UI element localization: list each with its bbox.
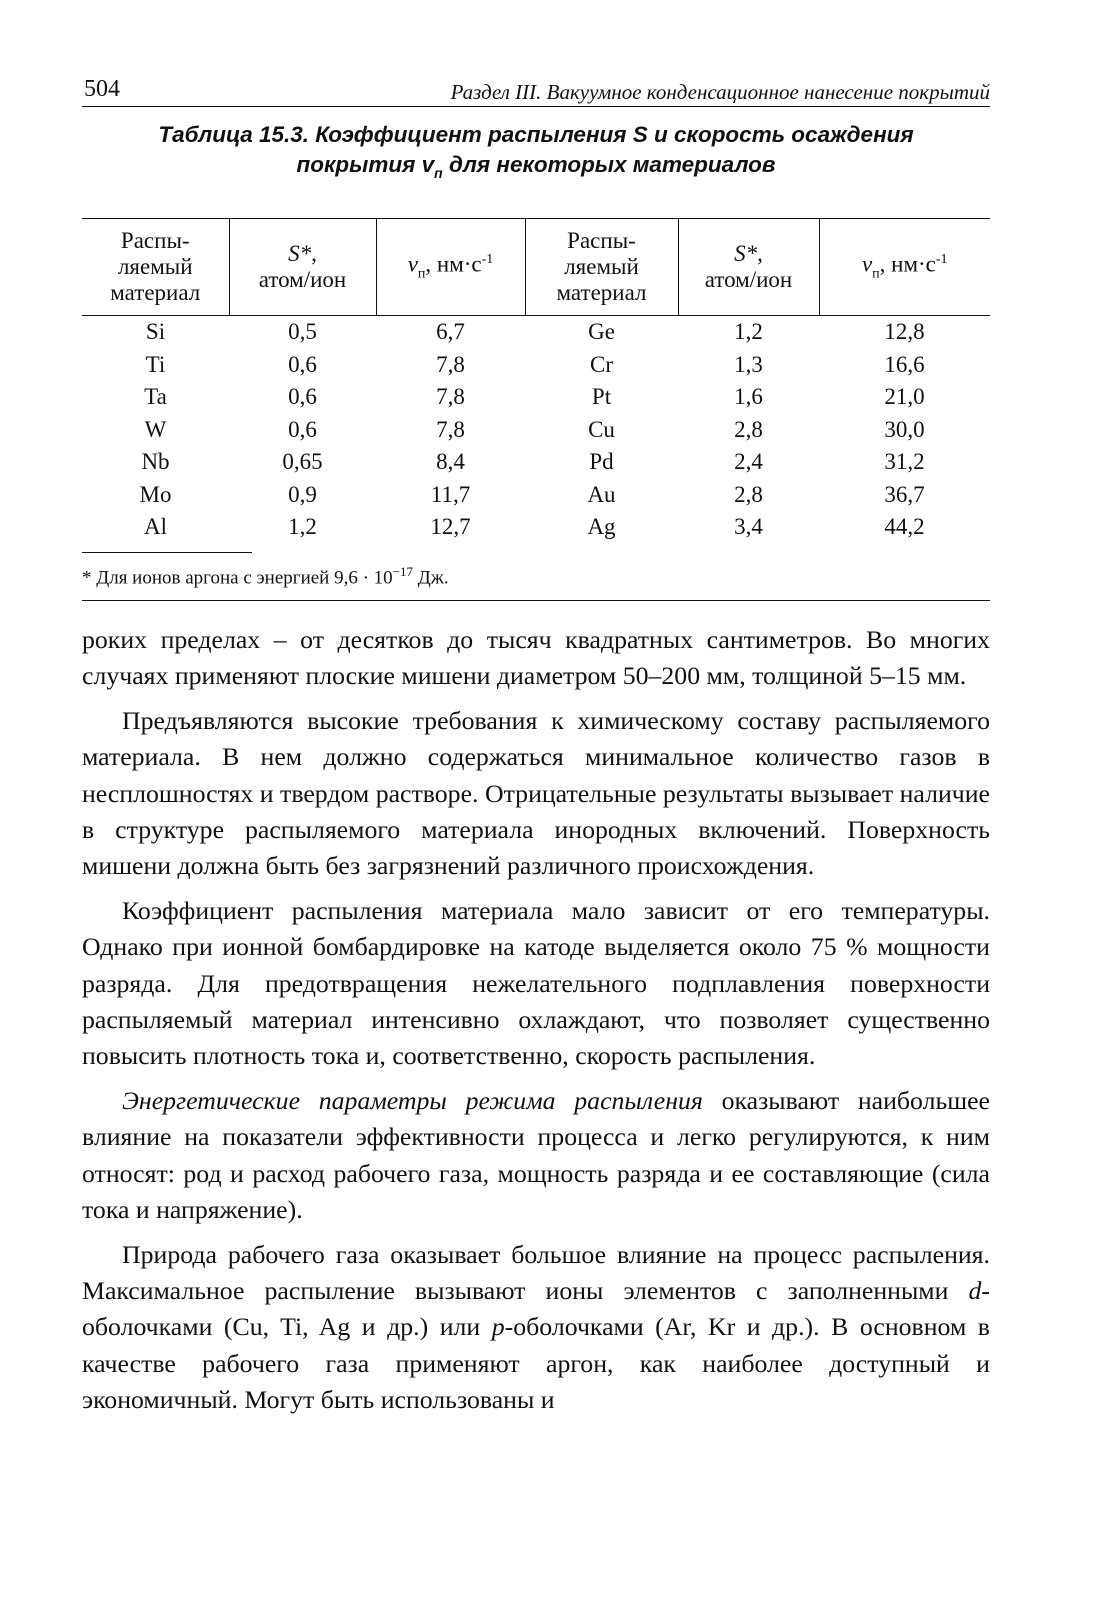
table-row: Mo 0,9 11,7 Au 2,8 36,7: [139, 481, 925, 507]
header-v: $v_п$, $нм\cdot с^{-1}$: [376, 219, 525, 316]
header-v-2: $v_п$, $нм\cdot с^{-1}$: [819, 219, 990, 316]
paragraph: Энергетические параметры режима распыления оказывают наибольшее влияние на показатели эффективности процесса и легко регулируются, к ним относят: род и расход рабочего газа, мощность разряда и ее составляющие (сила тока и напряжение).: [82, 1085, 990, 1225]
paragraph: Природа рабочего газа оказывает большое влияние на процесс распыления. Максимальное распыление вызывают ионы элементов с заполненными d-оболочками (Cu, Ti, Ag и др.) или p-оболочками (Ar, Kr и др.). В основном в качестве рабочего газа применяют аргон, как наиболее доступный и экономичный. Могут быть использованы и: [82, 1239, 990, 1415]
table-footnote: * Для ионов аргона с энергией $9,6 \cdot 10^{-17}$ Дж.: [82, 564, 449, 589]
header-s-2: S*, атом/ион: [678, 219, 819, 316]
paragraph: Коэффициент распыления материала мало зависит от его температуры. Однако при ионной бомбардировке на катоде выделяется около 75 % мощности разряда. Для предотвращения нежелательного подплавления поверхности распыляемый материал интенсивно охлаждают, что позволяет существенно повысить плотность тока и, соответственно, скорость распыления.: [82, 895, 990, 1071]
paragraph: роких пределах – от десятков до тысяч квадратных сантиметров. Во многих случаях применяют плоские мишени диаметром 50–200 мм, толщиной 5–15 мм.: [82, 625, 990, 691]
table-caption-line2: [82, 150, 990, 182]
table-row: Ti 0,6 7,8 Cr 1,3 16,6: [145, 351, 925, 377]
sputtering-table: [82, 218, 990, 544]
paragraph: Предъявляются высокие требования к химическому составу распыляемого материала. В нем должно содержаться минимальное количество газов в несплошностях и твердом растворе. Отрицательные результаты вызывает наличие в структуре распыляемого материала инородных включений. Поверхность мишени должна быть без загрязнений различного происхождения.: [82, 705, 990, 881]
footnote-divider: [82, 552, 252, 553]
table-row: Al 1,2 12,7 Ag 3,4 44,2: [144, 514, 925, 539]
body-text: [82, 622, 990, 1419]
header-material: Распы- ляемый материал: [110, 228, 201, 305]
page-number: 504: [84, 76, 120, 102]
header-material-2: Распы- ляемый материал: [525, 219, 678, 316]
table-caption: [82, 120, 990, 182]
table-bottom-divider: [82, 600, 990, 601]
table-caption-line1: Таблица 15.3. Коэффициент распыления S и скорость осаждения: [158, 122, 914, 147]
emphasis: Энергетические параметры режима распыления: [122, 1085, 703, 1115]
data-table-wrapper: [82, 218, 990, 544]
caption-text: покрытия v: [296, 152, 435, 177]
table-row: Nb 0,65 8,4 Pd 2,4 31,2: [141, 449, 925, 474]
caption-text: для некоторых материалов: [442, 152, 776, 177]
table-row: Si 0,5 6,7 Ge 1,2 12,8: [145, 319, 925, 344]
table-body: [82, 316, 990, 544]
running-title: Раздел III. Вакуумное конденсационное нанесение покрытий: [450, 80, 990, 104]
table-header: [82, 219, 990, 316]
header-s: S*, атом/ион: [229, 219, 376, 316]
caption-subscript: п: [434, 165, 443, 181]
page-header: [82, 76, 990, 107]
table-row: Ta 0,6 7,8 Pt 1,6 21,0: [144, 384, 925, 409]
table-row: W 0,6 7,8 Cu 2,8 30,0: [144, 416, 925, 442]
